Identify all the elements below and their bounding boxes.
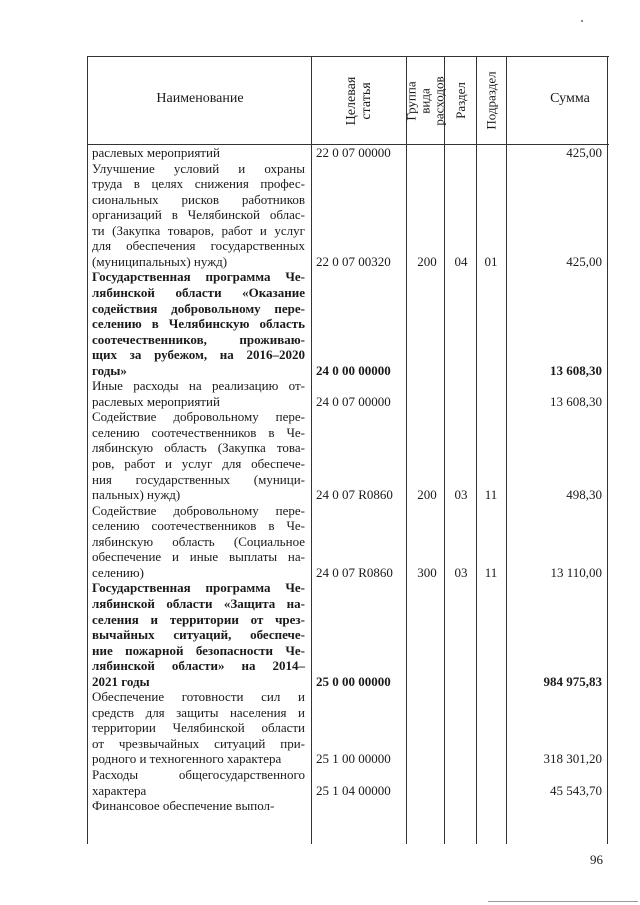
col-border-5 — [506, 56, 507, 844]
row-sum: 498,30 — [566, 487, 602, 503]
row-name-line: лябинской области» на 2014– — [92, 658, 305, 674]
row-name-line: вычайных ситуаций, обеспече- — [92, 627, 305, 643]
row-name-line: ти (Закупка товаров, работ и услуг — [92, 222, 305, 238]
row-name-line: Содействие добровольному пере- — [92, 409, 305, 425]
row-name-line: Государственная программа Че- — [92, 580, 305, 596]
row-name-line: территории Челябинской области — [92, 720, 305, 736]
page-number: 96 — [590, 852, 603, 867]
row-name-line: раслевых мероприятий — [92, 145, 220, 160]
row-name-line: селению соотечественников в Че- — [92, 518, 305, 534]
row-name-line: соотечественников, проживаю- — [92, 331, 305, 347]
row-name-line: лябинскую область (Социальное — [92, 533, 305, 549]
row-name-line: организаций в Челябинской облас- — [92, 207, 305, 223]
row-target-code: 22 0 07 00000 — [316, 145, 391, 160]
row-name-line: (муниципальных) нужд) — [92, 253, 228, 269]
row-sum: 13 110,00 — [550, 564, 602, 580]
row-name-line: Финансовое обеспечение выпол- — [92, 798, 275, 814]
row-name-line: ров, работ и услуг для обеспече- — [92, 456, 305, 471]
row-subsection: 11 — [484, 487, 498, 503]
header-subsection-cell — [477, 57, 506, 144]
row-name-line: для обеспечения государственных — [92, 238, 305, 254]
row-name-line: годы» — [92, 362, 127, 378]
row-target-code: 24 0 00 00000 — [316, 362, 391, 378]
row-expense-group: 300 — [417, 564, 437, 580]
row-section: 03 — [454, 487, 468, 503]
row-sum: 425,00 — [566, 145, 602, 160]
row-name-line: ние пожарной безопасности Че- — [92, 642, 305, 658]
row-section: 04 — [454, 253, 468, 269]
row-name-line: Расходы общегосударственного — [92, 767, 305, 782]
row-sum: 13 608,30 — [550, 393, 602, 409]
row-sum: 13 608,30 — [550, 362, 602, 378]
row-name-line: Улучшение условий и охраны — [92, 160, 305, 176]
col-border-4 — [476, 56, 477, 844]
row-target-code: 25 1 04 00000 — [316, 782, 391, 798]
header-sum: Сумма — [550, 91, 590, 106]
col-border-1 — [311, 56, 312, 844]
header-section: Раздел — [453, 82, 468, 119]
col-border-0 — [87, 56, 88, 844]
col-border-6 — [607, 56, 608, 844]
row-name-line: раслевых мероприятий — [92, 393, 220, 409]
row-name-line: селению) — [92, 564, 144, 580]
row-name-line: щих за рубежом, на 2016–2020 — [92, 347, 305, 363]
footer-line — [488, 901, 638, 902]
row-name-line: лябинской области «Оказание — [92, 284, 305, 300]
row-name-line: содействия добровольному пере- — [92, 300, 305, 316]
header-group-cell — [403, 57, 447, 144]
row-name-line: лябинскую область (Закупка това- — [92, 440, 305, 456]
row-sum: 984 975,83 — [543, 673, 602, 689]
row-name-line: 2021 годы — [92, 673, 150, 689]
row-subsection: 01 — [484, 253, 498, 269]
row-name-line: характера — [92, 782, 147, 798]
scan-speck — [581, 20, 583, 22]
row-sum: 425,00 — [566, 253, 602, 269]
row-name-line: Иные расходы на реализацию от- — [92, 378, 305, 394]
row-name-line: пальных) нужд) — [92, 487, 181, 503]
row-name-line: лябинской области «Защита на- — [92, 595, 305, 611]
header-group: Группа вида расходов — [403, 75, 447, 126]
row-name-line: сиональных рисков работников — [92, 191, 305, 207]
row-expense-group: 200 — [417, 487, 437, 503]
row-target-code: 25 0 00 00000 — [316, 673, 391, 689]
row-target-code: 22 0 07 00320 — [316, 253, 391, 269]
row-name-line: Государственная программа Че- — [92, 269, 305, 285]
row-section: 03 — [454, 564, 468, 580]
header-target-cell — [312, 57, 406, 144]
row-name-line: селению в Челябинскую область — [92, 316, 305, 332]
row-name-line: Содействие добровольному пере- — [92, 502, 305, 518]
row-target-code: 24 0 07 00000 — [316, 393, 391, 409]
row-name-line: родного и техногенного характера — [92, 751, 282, 767]
row-name-line: средств для защиты населения и — [92, 704, 305, 720]
row-sum: 45 543,70 — [550, 782, 602, 798]
row-name-line: Обеспечение готовности сил и — [92, 689, 305, 705]
row-name-line: обеспечение и иные выплаты на- — [92, 549, 305, 565]
row-subsection: 11 — [484, 564, 498, 580]
header-section-cell — [445, 57, 476, 144]
row-target-code: 24 0 07 R0860 — [316, 564, 393, 580]
col-border-3 — [444, 56, 445, 844]
col-border-2 — [406, 56, 407, 844]
row-name-line: селению соотечественников в Че- — [92, 424, 305, 440]
row-name-line: селения и территории от чрез- — [92, 611, 305, 627]
header-target: Целевая статья — [344, 76, 374, 125]
row-sum: 318 301,20 — [543, 751, 602, 767]
row-target-code: 24 0 07 R0860 — [316, 487, 393, 503]
row-expense-group: 200 — [417, 253, 437, 269]
row-name-line: труда в целях снижения профес- — [92, 176, 305, 192]
header-subsection: Подраздел — [484, 71, 500, 130]
header-name: Наименование — [156, 91, 244, 106]
row-name-line: от чрезвычайных ситуаций при- — [92, 735, 305, 751]
row-name-line: ния государственных (муници- — [92, 471, 305, 487]
row-target-code: 25 1 00 00000 — [316, 751, 391, 767]
